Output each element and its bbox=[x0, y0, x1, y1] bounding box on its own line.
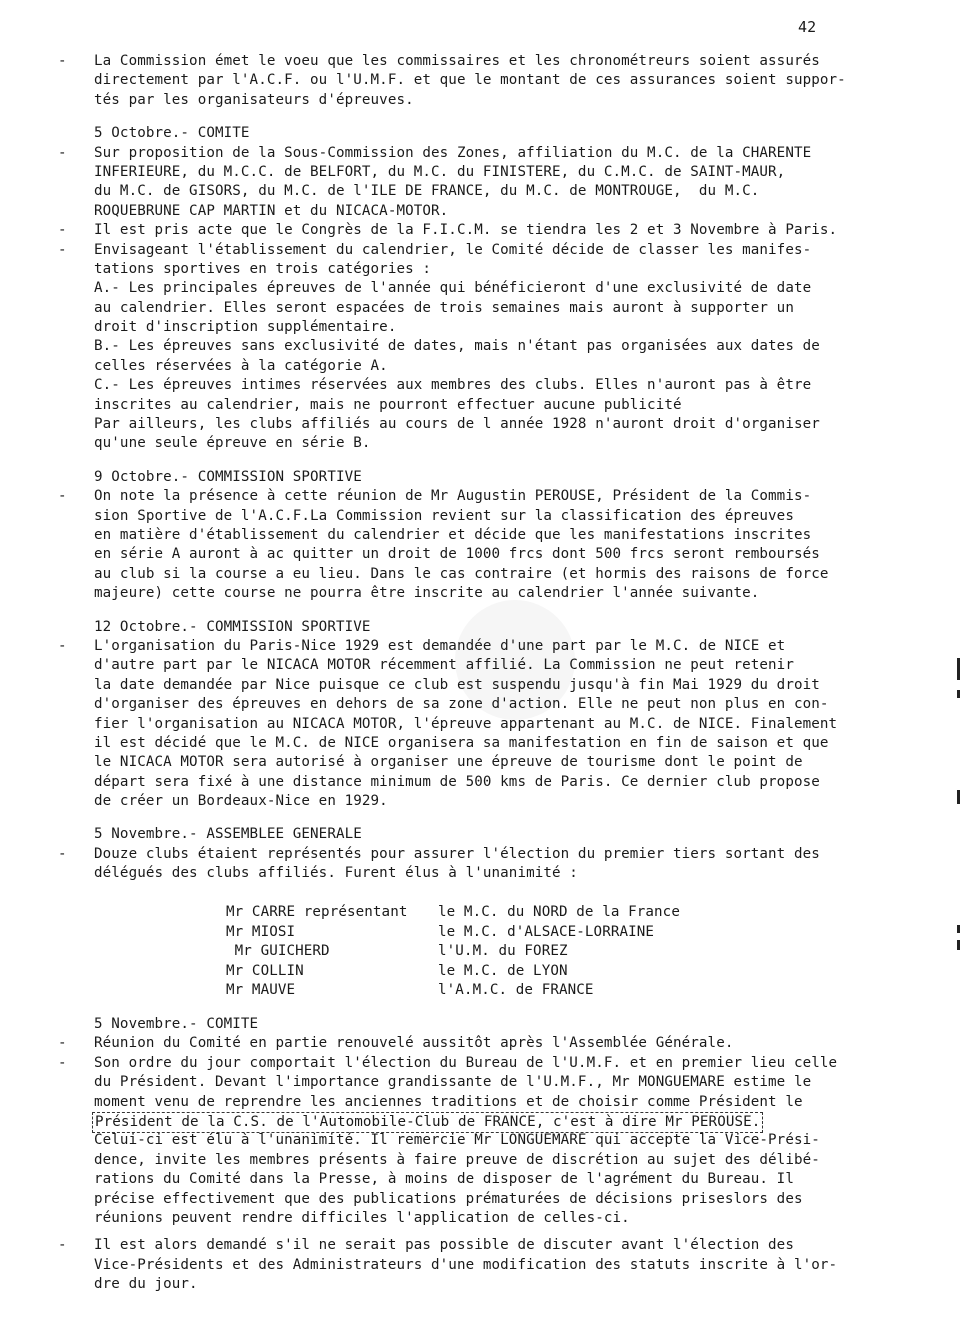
section-date: 5 Octobre.- COMITE bbox=[94, 125, 250, 142]
text-line bbox=[58, 584, 928, 603]
electee-name: Mr GUICHERD bbox=[226, 943, 330, 959]
line-text: réunions peuvent rendre difficiles l'application de celles-ci. bbox=[94, 1209, 630, 1226]
line-text: la date demandée par Nice puisque ce club est suspendu jusqu'à fin Mai 1929 du droit bbox=[94, 676, 820, 693]
line-text: du M.C. de GISORS, du M.C. de l'ILE DE FRANCE, du M.C. de MONTROUGE, du M.C. bbox=[94, 183, 760, 200]
bullet-dash: - bbox=[58, 222, 67, 239]
text-line bbox=[58, 656, 928, 675]
text-line bbox=[58, 415, 928, 434]
electee-club: l'A.M.C. de FRANCE bbox=[438, 982, 594, 998]
line-text: Réunion du Comité en partie renouvelé aussitôt après l'Assemblée Générale. bbox=[94, 1035, 734, 1052]
line-text: Envisageant l'établissement du calendrier, le Comité décide de classer les manifes- bbox=[94, 241, 812, 258]
margin-mark bbox=[957, 940, 960, 950]
line-text: au calendrier. Elles seront espacées de trois semaines mais auront à supporter un bbox=[94, 299, 794, 316]
line-text: au club si la course a eu lieu. Dans le cas contraire (et hormis des raisons de force bbox=[94, 565, 829, 582]
text-line bbox=[58, 1054, 928, 1073]
text-line bbox=[58, 637, 928, 656]
line-text: délégués des clubs affiliés. Furent élus à l'unanimité : bbox=[94, 865, 578, 882]
text-line bbox=[58, 241, 928, 260]
boxed-line-row bbox=[58, 1112, 928, 1131]
line-text: sion Sportive de l'A.C.F.La Commission revient sur la classification des épreuves bbox=[94, 507, 794, 524]
line-text: Il est alors demandé s'il ne serait pas possible de discuter avant l'élection des bbox=[94, 1237, 794, 1254]
line-text: en série A auront à ac quitter un droit de 1000 frcs dont 500 frcs seront remboursés bbox=[94, 546, 820, 563]
bullet-dash: - bbox=[58, 845, 67, 862]
final-section bbox=[58, 1015, 928, 1294]
text-line bbox=[58, 1151, 928, 1170]
text-line bbox=[58, 676, 928, 695]
text-line bbox=[58, 1190, 928, 1209]
text-line bbox=[58, 487, 928, 506]
electee-name: Mr COLLIN bbox=[226, 962, 304, 979]
line-text: L'organisation du Paris-Nice 1929 est demandée d'une part par le M.C. de NICE et bbox=[94, 637, 786, 654]
section-gap bbox=[58, 604, 928, 618]
margin-mark bbox=[957, 690, 960, 698]
margin-mark bbox=[957, 658, 960, 680]
line-text: rations du Comité dans la Presse, à moins de disposer de l'agrément du Bureau. Il bbox=[94, 1171, 794, 1188]
text-line bbox=[58, 1131, 928, 1150]
text-line bbox=[58, 1170, 928, 1189]
text-line bbox=[58, 845, 928, 864]
line-text: droit d'inscription supplémentaire. bbox=[94, 319, 397, 336]
text-line bbox=[58, 279, 928, 298]
line-text: On note la présence à cette réunion de Mr Augustin PEROUSE, Président de la Commis- bbox=[94, 488, 812, 505]
text-line bbox=[58, 695, 928, 714]
line-text: le NICACA MOTOR sera autorisé à organiser une épreuve de tourisme dont le point de bbox=[94, 754, 803, 771]
line-text: Celui-ci est élu à l'unanimité. Il remercie Mr LONGUEMARE qui accepte la Vice-Prési- bbox=[94, 1132, 820, 1149]
margin-mark bbox=[957, 790, 960, 804]
section-gap bbox=[58, 811, 928, 825]
electee-club: l'U.M. du FOREZ bbox=[438, 943, 568, 959]
text-line bbox=[58, 318, 928, 337]
line-text: INFERIEURE, du M.C.C. de BELFORT, du M.C. du FINISTERE, du C.M.C. de SAINT-MAUR, bbox=[94, 163, 786, 180]
line-text: de créer un Bordeaux-Nice en 1929. bbox=[94, 793, 388, 810]
line-text: majeure) cette course ne pourra être inscrite au calendrier l'année suivante. bbox=[94, 585, 760, 602]
line-text: du Président. Devant l'importance grandissante de l'U.M.F., Mr MONGUEMARE estime le bbox=[94, 1074, 812, 1091]
text-line bbox=[58, 396, 928, 415]
bullet-dash: - bbox=[58, 1237, 67, 1254]
text-line bbox=[58, 202, 928, 221]
line-text: Par ailleurs, les clubs affiliés au cours de l année 1928 n'auront droit d'organiser bbox=[94, 416, 820, 433]
line-text: précise effectivement que des publications prématurées de décisions priseslors des bbox=[94, 1190, 803, 1207]
text-line bbox=[58, 260, 928, 279]
line-text: dre du jour. bbox=[94, 1276, 198, 1293]
electee-name: Mr MIOSI bbox=[226, 923, 296, 940]
line-text: d'organiser des épreuves en dehors de sa zone d'action. Elle ne peut non plus en con- bbox=[94, 696, 829, 713]
highlighted-text: Président de la C.S. de l'Automobile-Club de FRANCE, c'est à dire Mr PEROUSE. bbox=[92, 1112, 763, 1133]
text-line bbox=[58, 507, 928, 526]
bullet-dash: - bbox=[58, 241, 67, 258]
line-text: moment venu de reprendre les anciennes traditions et de choisir comme Président le bbox=[94, 1093, 803, 1110]
text-line bbox=[58, 545, 928, 564]
text-line bbox=[58, 71, 928, 90]
section-gap bbox=[58, 110, 928, 124]
text-line bbox=[58, 1275, 928, 1294]
document-body bbox=[58, 52, 928, 884]
text-line bbox=[58, 715, 928, 734]
line-text: Sur proposition de la Sous-Commission des Zones, affiliation du M.C. de la CHARENTE bbox=[94, 144, 812, 161]
line-text: La Commission émet le voeu que les commissaires et les chronométreurs soient assurés bbox=[94, 53, 820, 69]
line-text: d'autre part par le NICACA MOTOR récemment affilié. La Commission ne peut retenir bbox=[94, 657, 794, 674]
text-line bbox=[58, 565, 928, 584]
section-date: 5 Novembre.- ASSEMBLEE GENERALE bbox=[94, 826, 362, 843]
electee-club: le M.C. du NORD de la France bbox=[438, 904, 680, 920]
line-text: B.- Les épreuves sans exclusivité de dates, mais n'étant pas organisées aux dates de bbox=[94, 338, 820, 355]
page-number: 42 bbox=[798, 18, 817, 36]
text-line bbox=[58, 91, 928, 110]
section-gap bbox=[58, 1228, 928, 1236]
text-line bbox=[58, 1034, 928, 1053]
bullet-dash: - bbox=[58, 637, 67, 654]
margin-mark bbox=[957, 925, 960, 933]
text-line bbox=[58, 1073, 928, 1092]
text-line bbox=[58, 526, 928, 545]
bullet-dash: - bbox=[58, 1054, 67, 1071]
text-line bbox=[58, 1209, 928, 1228]
line-text: Il est pris acte que le Congrès de la F.I.C.M. se tiendra les 2 et 3 Novembre à Paris. bbox=[94, 222, 838, 239]
text-line bbox=[58, 1236, 928, 1255]
text-line bbox=[58, 221, 928, 240]
line-text: en matière d'établissement du calendrier et décide que les manifestations inscrites bbox=[94, 526, 812, 543]
line-text: Vice-Présidents et des Administrateurs d'une modification des statuts inscrite à l'or- bbox=[94, 1256, 838, 1273]
bullet-dash: - bbox=[58, 488, 67, 505]
electee-club: le M.C. de LYON bbox=[438, 962, 568, 979]
line-text: tations sportives en trois catégories : bbox=[94, 260, 432, 277]
bullet-dash: - bbox=[58, 144, 67, 161]
bullet-dash: - bbox=[58, 1035, 67, 1052]
line-text: directement par l'A.C.F. ou l'U.M.F. et que le montant de ces assurances soient suppor- bbox=[94, 72, 846, 89]
text-line bbox=[58, 792, 928, 811]
line-text: inscrites au calendrier, mais ne pourront effectuer aucune publicité bbox=[94, 396, 682, 413]
text-line bbox=[58, 434, 928, 453]
line-text: dence, invite les membres présents à faire preuve de discrétion au sujet des délibé- bbox=[94, 1151, 820, 1168]
text-line bbox=[58, 144, 928, 163]
section-date: 5 Novembre.- COMITE bbox=[94, 1016, 259, 1032]
line-text: tés par les organisateurs d'épreuves. bbox=[94, 91, 414, 108]
text-line bbox=[58, 299, 928, 318]
line-text: ROQUEBRUNE CAP MARTIN et du NICACA-MOTOR. bbox=[94, 202, 449, 219]
text-line bbox=[58, 357, 928, 376]
text-line bbox=[58, 753, 928, 772]
line-text: fier l'organisation au NICACA MOTOR, l'épreuve appartenant au M.C. de NICE. Finalement bbox=[94, 715, 838, 732]
text-line bbox=[58, 1093, 928, 1112]
line-text: C.- Les épreuves intimes réservées aux membres des clubs. Elles n'auront pas à être bbox=[94, 377, 812, 394]
electee-club: le M.C. d'ALSACE-LORRAINE bbox=[438, 923, 655, 940]
electee-name: Mr MAUVE bbox=[226, 982, 296, 998]
bullet-dash: - bbox=[58, 53, 67, 69]
text-line bbox=[58, 163, 928, 182]
text-line bbox=[58, 182, 928, 201]
line-text: Douze clubs étaient représentés pour assurer l'élection du premier tiers sortant des bbox=[94, 845, 820, 862]
text-line bbox=[58, 376, 928, 395]
line-text: qu'une seule épreuve en série B. bbox=[94, 435, 371, 452]
line-text: départ sera fixé à une distance minimum de 500 kms de Paris. Ce dernier club propose bbox=[94, 773, 820, 790]
section-date: 9 Octobre.- COMMISSION SPORTIVE bbox=[94, 468, 362, 485]
section-date: 12 Octobre.- COMMISSION SPORTIVE bbox=[94, 618, 371, 635]
text-line bbox=[58, 52, 928, 71]
line-text: celles réservées à la catégorie A. bbox=[94, 357, 388, 374]
section-gap bbox=[58, 454, 928, 468]
text-line bbox=[58, 864, 928, 883]
text-line bbox=[58, 1256, 928, 1275]
line-text: A.- Les principales épreuves de l'année qui bénéficieront d'une exclusivité de date bbox=[94, 280, 812, 297]
text-line bbox=[58, 734, 928, 753]
text-line bbox=[58, 337, 928, 356]
line-text: il est décidé que le M.C. de NICE organisera sa manifestation en fin de saison et que bbox=[94, 734, 829, 751]
text-line bbox=[58, 773, 928, 792]
line-text: Son ordre du jour comportait l'élection du Bureau de l'U.M.F. et en premier lieu celle bbox=[94, 1054, 838, 1071]
electee-name: Mr CARRE représentant bbox=[226, 904, 408, 920]
